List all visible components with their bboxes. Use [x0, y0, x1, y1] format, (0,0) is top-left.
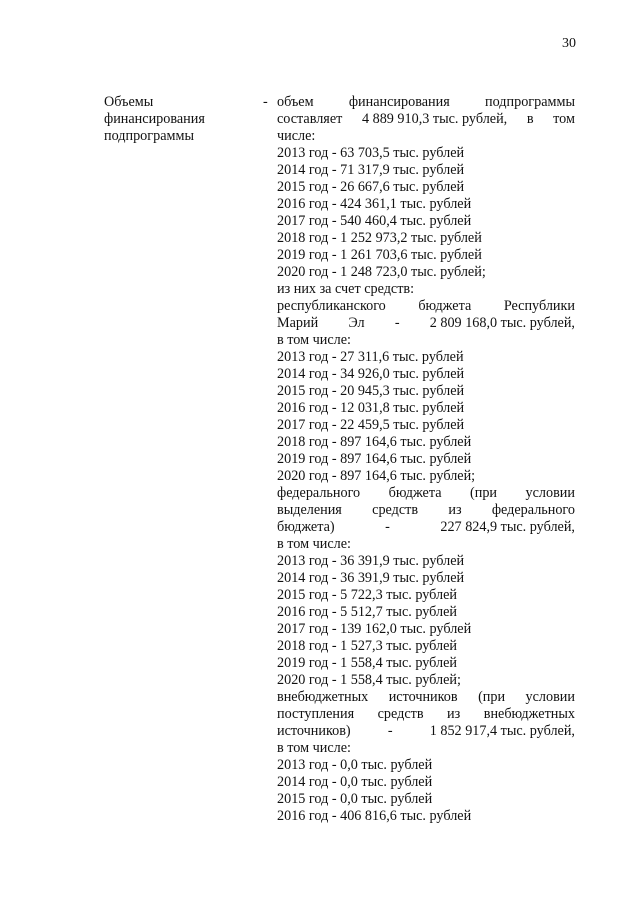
republican-year-line: 2016 год - 12 031,8 тыс. рублей: [277, 400, 465, 416]
republican-incl: в том числе:: [277, 332, 351, 348]
total-year-line: 2015 год - 26 667,6 тыс. рублей: [277, 179, 465, 195]
total-year-line: 2016 год - 424 361,1 тыс. рублей: [277, 196, 472, 212]
republican-year-line: 2013 год - 27 311,6 тыс. рублей: [277, 349, 464, 365]
republican-year-line: 2020 год - 897 164,6 тыс. рублей;: [277, 468, 476, 484]
republican-year-line: 2017 год - 22 459,5 тыс. рублей: [277, 417, 465, 433]
total-line-2: составляет 4 889 910,3 тыс. рублей, в том: [277, 111, 575, 127]
federal-year-line: 2019 год - 1 558,4 тыс. рублей: [277, 655, 457, 671]
extrabudget-line-3: источников) - 1 852 917,4 тыс. рублей,: [277, 723, 575, 739]
total-year-line: 2013 год - 63 703,5 тыс. рублей: [277, 145, 465, 161]
republican-year-line: 2019 год - 897 164,6 тыс. рублей: [277, 451, 472, 467]
extrabudget-year-line: 2016 год - 406 816,6 тыс. рублей: [277, 808, 472, 824]
total-year-line: 2014 год - 71 317,9 тыс. рублей: [277, 162, 465, 178]
republican-year-line: 2018 год - 897 164,6 тыс. рублей: [277, 434, 472, 450]
total-line-3: числе:: [277, 128, 316, 144]
federal-incl: в том числе:: [277, 536, 351, 552]
republican-year-line: 2014 год - 34 926,0 тыс. рублей: [277, 366, 465, 382]
federal-year-line: 2015 год - 5 722,3 тыс. рублей: [277, 587, 457, 603]
page-number: 30: [562, 36, 576, 51]
section-label-line: финансирования: [104, 111, 205, 127]
extrabudget-line-1: внебюджетных источников (при условии: [277, 689, 575, 705]
federal-line-1: федерального бюджета (при условии: [277, 485, 575, 501]
federal-year-line: 2014 год - 36 391,9 тыс. рублей: [277, 570, 465, 586]
federal-year-line: 2020 год - 1 558,4 тыс. рублей;: [277, 672, 461, 688]
republican-line-1: республиканского бюджета Республики: [277, 298, 575, 314]
extrabudget-year-line: 2015 год - 0,0 тыс. рублей: [277, 791, 433, 807]
federal-year-line: 2013 год - 36 391,9 тыс. рублей: [277, 553, 465, 569]
dash-marker: -: [263, 94, 268, 110]
federal-year-line: 2017 год - 139 162,0 тыс. рублей: [277, 621, 472, 637]
total-year-line: 2020 год - 1 248 723,0 тыс. рублей;: [277, 264, 486, 280]
section-label-line: подпрограммы: [104, 128, 194, 144]
extrabudget-year-line: 2013 год - 0,0 тыс. рублей: [277, 757, 433, 773]
section-label-line: Объемы: [104, 94, 154, 110]
republican-line-2: Марий Эл - 2 809 168,0 тыс. рублей,: [277, 315, 575, 331]
sources-intro: из них за счет средств:: [277, 281, 415, 297]
federal-line-3: бюджета) - 227 824,9 тыс. рублей,: [277, 519, 575, 535]
federal-year-line: 2018 год - 1 527,3 тыс. рублей: [277, 638, 457, 654]
total-year-line: 2017 год - 540 460,4 тыс. рублей: [277, 213, 472, 229]
extrabudget-year-line: 2014 год - 0,0 тыс. рублей: [277, 774, 433, 790]
financing-content: [277, 94, 575, 825]
federal-year-line: 2016 год - 5 512,7 тыс. рублей: [277, 604, 457, 620]
section-label: [104, 94, 254, 145]
total-line-1: объем финансирования подпрограммы: [277, 94, 575, 110]
extrabudget-line-2: поступления средств из внебюджетных: [277, 706, 575, 722]
extrabudget-incl: в том числе:: [277, 740, 351, 756]
total-year-line: 2019 год - 1 261 703,6 тыс. рублей: [277, 247, 482, 263]
federal-line-2: выделения средств из федерального: [277, 502, 575, 518]
total-year-line: 2018 год - 1 252 973,2 тыс. рублей: [277, 230, 482, 246]
republican-year-line: 2015 год - 20 945,3 тыс. рублей: [277, 383, 465, 399]
